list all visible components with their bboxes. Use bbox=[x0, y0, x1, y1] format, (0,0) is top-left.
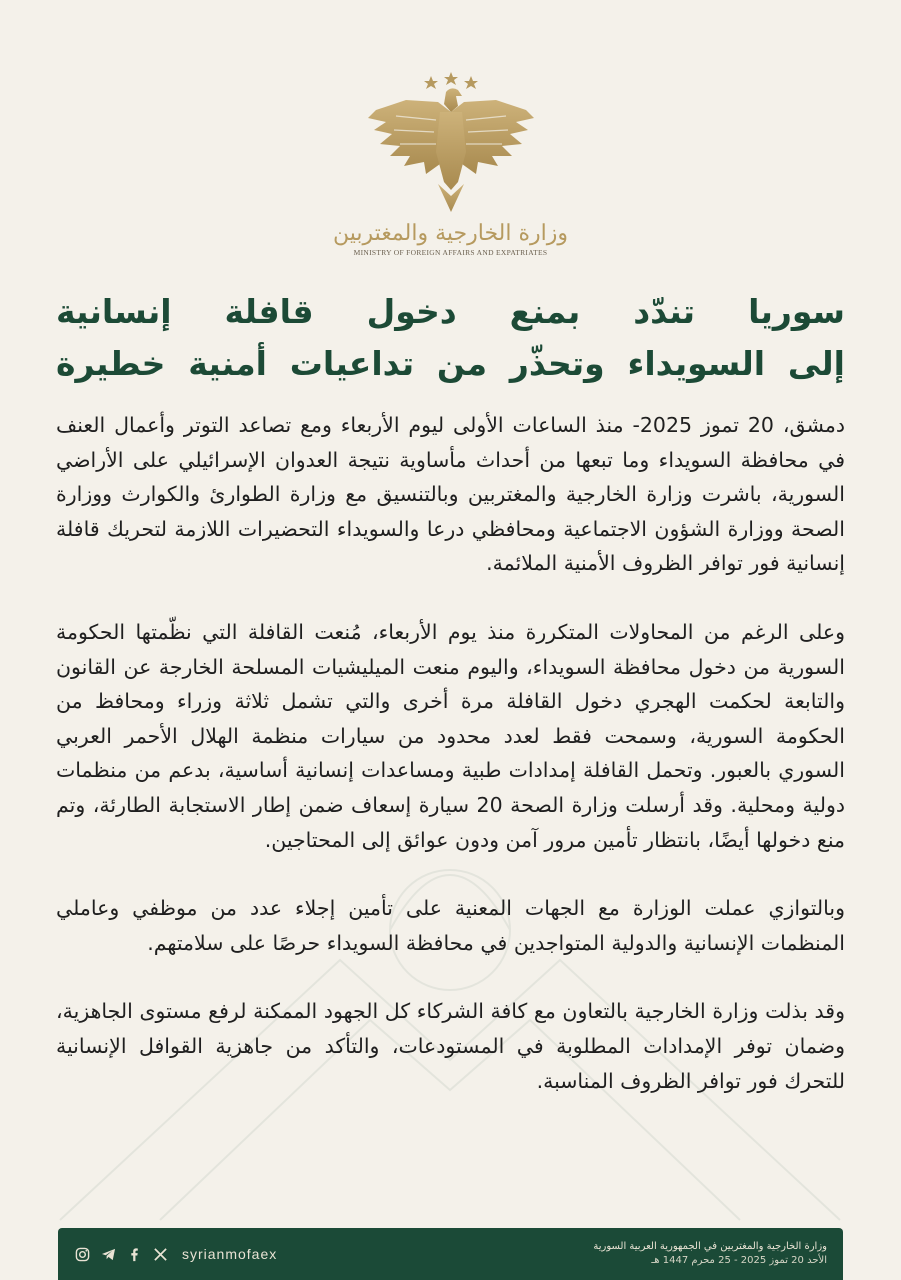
paragraph-1: دمشق، 20 تموز 2025- منذ الساعات الأولى ليوم الأربعاء ومع تصاعد التوتر وأعمال العنف في محافظة السويداء وما تبعها من أحداث مأساوية نتيجة العدوان الإسرائيلي على الأراضي السورية، باشرت وزارة الخارجية والمغتربين وبالتنسيق مع وزارة الطوارئ والكوارث ووزارة الصحة ووزارة الشؤون الاجتماعية ومحافظي درعا والسويداء التحضيرات اللازمة لتحريك قافلة إنسانية فور توافر الظروف الأمنية الملائمة. bbox=[56, 413, 845, 576]
ministry-logo bbox=[0, 72, 901, 257]
social-handle[interactable]: syrianmofaex bbox=[182, 1246, 278, 1262]
footer-org-name: وزارة الخارجية والمغتربين في الجمهورية العربية السورية bbox=[593, 1241, 827, 1252]
paragraph-4: وقد بذلت وزارة الخارجية بالتعاون مع كافة الشركاء كل الجهود الممكنة لرفع مستوى الجاهزية، وضمان توفر الإمدادات المطلوبة في المستودعات، والتأكد من جاهزية القوافل الإنسانية للتحرك فور توافر الظروف المناسبة. bbox=[56, 999, 845, 1093]
headline-line-1: سوريا تندّد بمنع دخول قافلة إنسانية bbox=[56, 292, 845, 331]
footer-date: الأحد 20 تموز 2025 - 25 محرم 1447 هـ bbox=[651, 1255, 827, 1266]
headline bbox=[56, 286, 845, 390]
ministry-name-english: MINISTRY OF FOREIGN AFFAIRS AND EXPATRIATES bbox=[353, 248, 548, 257]
facebook-icon[interactable] bbox=[126, 1246, 142, 1262]
ministry-name-arabic: وزارة الخارجية والمغتربين bbox=[333, 221, 568, 246]
paragraph-2: وعلى الرغم من المحاولات المتكررة منذ يوم الأربعاء، مُنعت القافلة التي نظّمتها الحكومة السورية من دخول محافظة السويداء، واليوم منعت الميليشيات المسلحة الخارجة عن القانون والتابعة لحكمت الهجري دخول القافلة مرة أخرى والتي تشمل ثلاثة وزراء ومحافظ من الحكومة السورية، وسمحت فقط لعدد محدود من سيارات منظمة الهلال الأحمر العربي السوري بالعبور. وتحمل القافلة إمدادات طبية ومساعدات إنسانية أساسية، بدعم من منظمات دولية ومحلية. وقد أرسلت وزارة الصحة 20 سيارة إسعاف ضمن إطار الاستجابة الطارئة، وتم منع دخولها أيضًا، بانتظار تأمين مرور آمن ودون عوائق إلى المحتاجين. bbox=[56, 619, 845, 852]
x-icon[interactable] bbox=[152, 1246, 168, 1262]
telegram-icon[interactable] bbox=[100, 1246, 116, 1262]
headline-line-2: إلى السويداء وتحذّر من تداعيات أمنية خطيرة bbox=[56, 344, 845, 383]
social-links bbox=[74, 1246, 277, 1262]
article-body bbox=[56, 408, 845, 1132]
stars-icon bbox=[424, 72, 478, 89]
paragraph-3: وبالتوازي عملت الوزارة مع الجهات المعنية على تأمين إجلاء عدد من موظفي وعاملي المنظمات الإنسانية والدولية المتواجدين في محافظة السويداء حرصًا على سلامتهم. bbox=[56, 896, 845, 955]
footer-bar bbox=[58, 1228, 843, 1280]
instagram-icon[interactable] bbox=[74, 1246, 90, 1262]
footer-info bbox=[593, 1240, 827, 1268]
eagle-emblem-icon bbox=[366, 72, 536, 217]
